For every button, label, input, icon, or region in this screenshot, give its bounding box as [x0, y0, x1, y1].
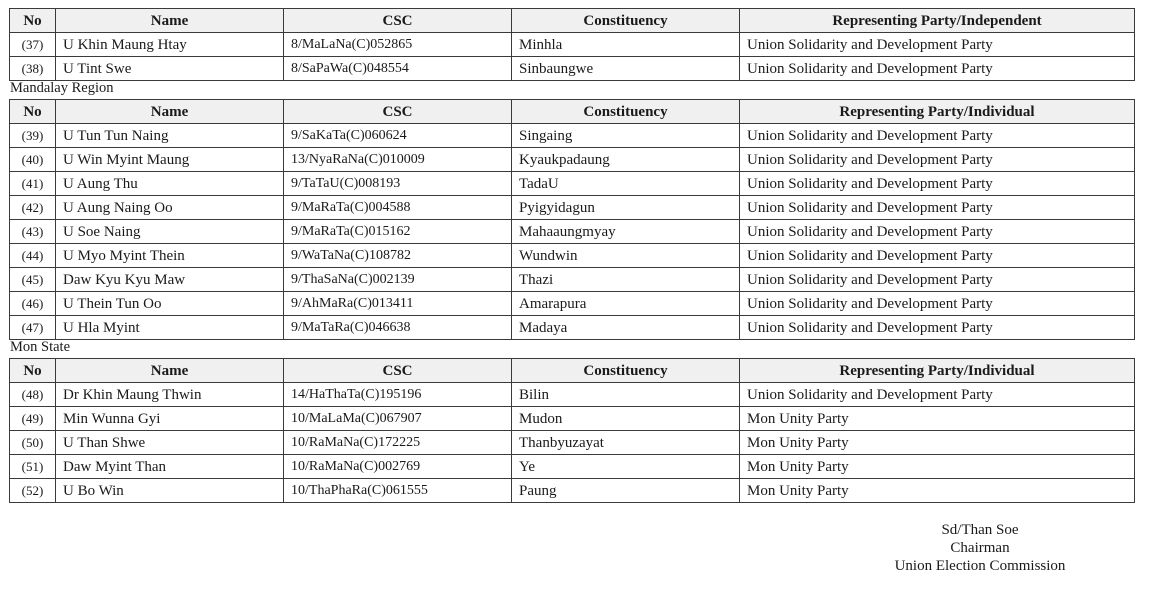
member-party: Union Solidarity and Development Party [740, 244, 1135, 268]
member-constituency: Singaing [512, 124, 740, 148]
member-csc: 10/ThaPhaRa(C)061555 [284, 479, 512, 503]
member-constituency: Mahaaungmyay [512, 220, 740, 244]
member-name: U Bo Win [56, 479, 284, 503]
member-csc: 14/HaThaTa(C)195196 [284, 383, 512, 407]
member-party: Union Solidarity and Development Party [740, 220, 1135, 244]
header-csc: CSC [284, 100, 512, 124]
member-csc: 10/RaMaNa(C)002769 [284, 455, 512, 479]
members-table [9, 8, 1135, 81]
member-party: Mon Unity Party [740, 407, 1135, 431]
header-csc: CSC [284, 359, 512, 383]
member-constituency: Ye [512, 455, 740, 479]
table-row [10, 172, 1135, 196]
row-number: (52) [10, 479, 56, 503]
member-csc: 9/MaRaTa(C)015162 [284, 220, 512, 244]
row-number: (43) [10, 220, 56, 244]
header-csc: CSC [284, 9, 512, 33]
header-constituency: Constituency [512, 9, 740, 33]
member-name: Daw Kyu Kyu Maw [56, 268, 284, 292]
member-name: U Thein Tun Oo [56, 292, 284, 316]
header-name: Name [56, 9, 284, 33]
members-table [9, 99, 1135, 340]
table-row [10, 431, 1135, 455]
row-number: (37) [10, 33, 56, 57]
table-row [10, 220, 1135, 244]
member-party: Mon Unity Party [740, 479, 1135, 503]
table-row [10, 479, 1135, 503]
table-row [10, 407, 1135, 431]
member-party: Union Solidarity and Development Party [740, 33, 1135, 57]
member-csc: 9/AhMaRa(C)013411 [284, 292, 512, 316]
table-row [10, 57, 1135, 81]
table-row [10, 124, 1135, 148]
member-csc: 9/MaTaRa(C)046638 [284, 316, 512, 340]
header-constituency: Constituency [512, 359, 740, 383]
row-number: (39) [10, 124, 56, 148]
member-name: U Than Shwe [56, 431, 284, 455]
row-number: (38) [10, 57, 56, 81]
member-csc: 9/MaRaTa(C)004588 [284, 196, 512, 220]
member-party: Union Solidarity and Development Party [740, 148, 1135, 172]
member-party: Union Solidarity and Development Party [740, 172, 1135, 196]
member-name: U Aung Naing Oo [56, 196, 284, 220]
member-constituency: TadaU [512, 172, 740, 196]
member-party: Union Solidarity and Development Party [740, 196, 1135, 220]
member-party: Mon Unity Party [740, 455, 1135, 479]
signature-name: Sd/Than Soe [941, 522, 1019, 538]
member-party: Union Solidarity and Development Party [740, 268, 1135, 292]
table-row [10, 316, 1135, 340]
region-title-mandalay: Mandalay Region [10, 80, 114, 96]
member-constituency: Mudon [512, 407, 740, 431]
row-number: (41) [10, 172, 56, 196]
header-constituency: Constituency [512, 100, 740, 124]
member-constituency: Minhla [512, 33, 740, 57]
member-csc: 8/SaPaWa(C)048554 [284, 57, 512, 81]
member-name: Daw Myint Than [56, 455, 284, 479]
section-continuation [9, 8, 1134, 81]
table-header-row [10, 359, 1135, 383]
member-name: U Myo Myint Thein [56, 244, 284, 268]
member-party: Mon Unity Party [740, 431, 1135, 455]
table-row [10, 268, 1135, 292]
member-constituency: Paung [512, 479, 740, 503]
header-party: Representing Party/Individual [740, 100, 1135, 124]
header-no: No [10, 9, 56, 33]
member-csc: 13/NyaRaNa(C)010009 [284, 148, 512, 172]
table-header-row [10, 9, 1135, 33]
table-header-row [10, 100, 1135, 124]
member-party: Union Solidarity and Development Party [740, 383, 1135, 407]
member-constituency: Thazi [512, 268, 740, 292]
member-name: U Hla Myint [56, 316, 284, 340]
row-number: (46) [10, 292, 56, 316]
member-csc: 9/ThaSaNa(C)002139 [284, 268, 512, 292]
member-party: Union Solidarity and Development Party [740, 124, 1135, 148]
row-number: (50) [10, 431, 56, 455]
member-name: U Tint Swe [56, 57, 284, 81]
row-number: (45) [10, 268, 56, 292]
signature-organization: Union Election Commission [894, 558, 1066, 574]
member-constituency: Wundwin [512, 244, 740, 268]
section-mandalay-region [9, 99, 1134, 340]
header-party: Representing Party/Individual [740, 359, 1135, 383]
member-csc: 10/RaMaNa(C)172225 [284, 431, 512, 455]
member-constituency: Thanbyuzayat [512, 431, 740, 455]
signature-title: Chairman [950, 540, 1010, 556]
member-name: U Aung Thu [56, 172, 284, 196]
member-party: Union Solidarity and Development Party [740, 316, 1135, 340]
member-constituency: Pyigyidagun [512, 196, 740, 220]
member-name: U Soe Naing [56, 220, 284, 244]
member-constituency: Bilin [512, 383, 740, 407]
table-row [10, 196, 1135, 220]
table-row [10, 148, 1135, 172]
row-number: (47) [10, 316, 56, 340]
header-name: Name [56, 359, 284, 383]
row-number: (40) [10, 148, 56, 172]
table-row [10, 292, 1135, 316]
table-row [10, 33, 1135, 57]
signature-block [860, 521, 1100, 575]
header-no: No [10, 100, 56, 124]
row-number: (44) [10, 244, 56, 268]
header-party: Representing Party/Independent [740, 9, 1135, 33]
member-name: Dr Khin Maung Thwin [56, 383, 284, 407]
member-name: U Win Myint Maung [56, 148, 284, 172]
members-table [9, 358, 1135, 503]
member-party: Union Solidarity and Development Party [740, 292, 1135, 316]
section-mon-state [9, 358, 1134, 503]
member-name: U Khin Maung Htay [56, 33, 284, 57]
member-constituency: Madaya [512, 316, 740, 340]
row-number: (48) [10, 383, 56, 407]
member-name: U Tun Tun Naing [56, 124, 284, 148]
row-number: (49) [10, 407, 56, 431]
member-constituency: Amarapura [512, 292, 740, 316]
member-csc: 8/MaLaNa(C)052865 [284, 33, 512, 57]
row-number: (42) [10, 196, 56, 220]
table-row [10, 455, 1135, 479]
member-csc: 9/WaTaNa(C)108782 [284, 244, 512, 268]
region-title-mon: Mon State [10, 339, 71, 355]
header-no: No [10, 359, 56, 383]
member-name: Min Wunna Gyi [56, 407, 284, 431]
table-row [10, 244, 1135, 268]
table-row [10, 383, 1135, 407]
member-csc: 9/SaKaTa(C)060624 [284, 124, 512, 148]
member-party: Union Solidarity and Development Party [740, 57, 1135, 81]
member-csc: 9/TaTaU(C)008193 [284, 172, 512, 196]
row-number: (51) [10, 455, 56, 479]
member-constituency: Kyaukpadaung [512, 148, 740, 172]
header-name: Name [56, 100, 284, 124]
member-constituency: Sinbaungwe [512, 57, 740, 81]
member-csc: 10/MaLaMa(C)067907 [284, 407, 512, 431]
